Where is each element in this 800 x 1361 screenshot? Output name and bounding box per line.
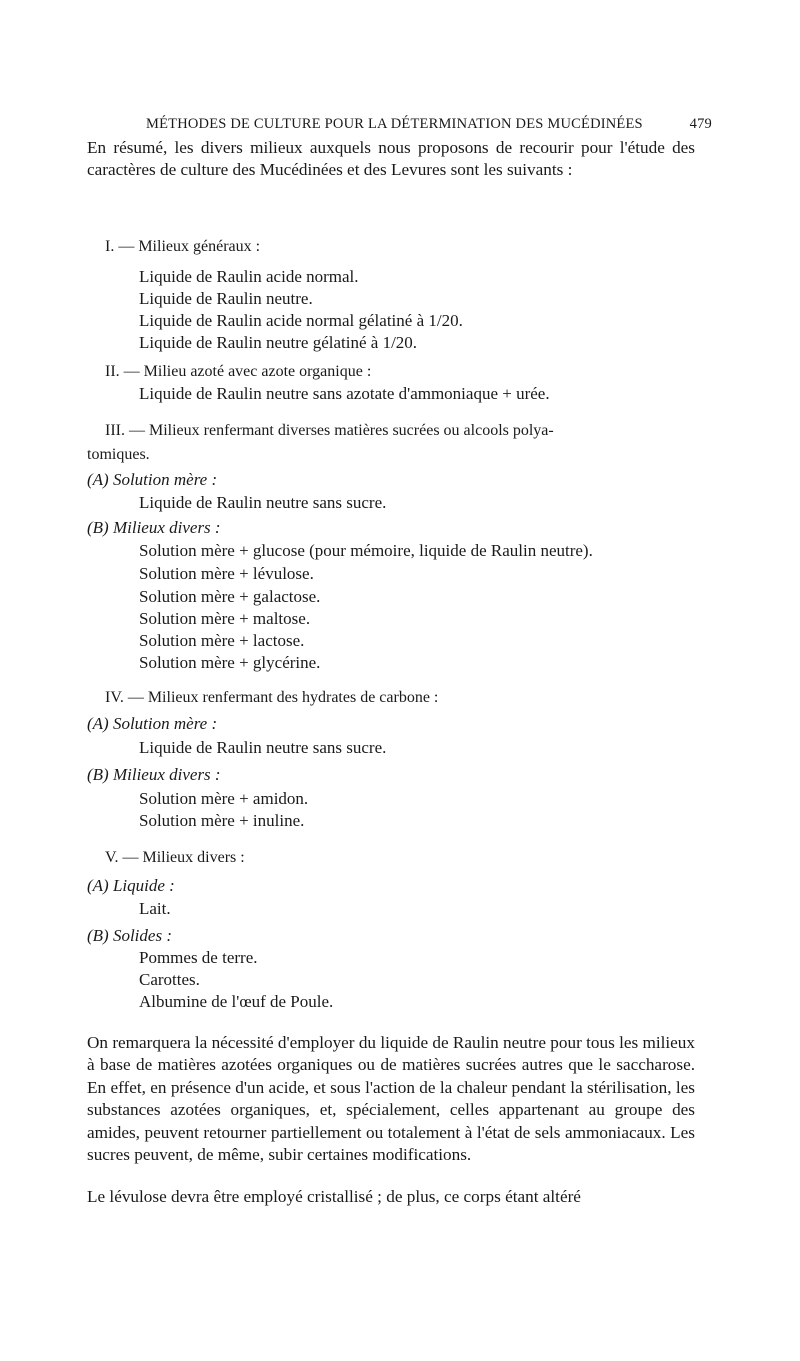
subsection-a-label: (A) Solution mère : bbox=[87, 714, 218, 733]
list-item: Liquide de Raulin acide normal. bbox=[139, 267, 359, 286]
list-item: Carottes. bbox=[139, 970, 200, 989]
list-item: Solution mère + inuline. bbox=[139, 811, 305, 830]
list-item: Liquide de Raulin neutre sans sucre. bbox=[139, 493, 387, 512]
list-item: Solution mère + lévulose. bbox=[139, 564, 314, 583]
section-4-heading: IV. — Milieux renfermant des hydrates de carbone : bbox=[105, 689, 439, 706]
final-line: Le lévulose devra être employé cristallisé ; de plus, ce corps étant altéré bbox=[87, 1187, 581, 1206]
subsection-b-label: (B) Solides : bbox=[87, 926, 172, 945]
page-number: 479 bbox=[689, 116, 712, 132]
section-5-heading: V. — Milieux divers : bbox=[105, 849, 245, 866]
list-item: Solution mère + lactose. bbox=[139, 631, 305, 650]
list-item: Albumine de l'œuf de Poule. bbox=[139, 992, 334, 1011]
section-1-heading: I. — Milieux généraux : bbox=[105, 238, 261, 255]
section-2-heading: II. — Milieu azoté avec azote organique : bbox=[105, 363, 372, 380]
list-item: Pommes de terre. bbox=[139, 948, 258, 967]
section-3-heading: III. — Milieux renfermant diverses matières sucrées ou alcools polya- bbox=[105, 422, 554, 439]
closing-paragraph: On remarquera la nécessité d'employer du liquide de Raulin neutre pour tous les milieux à base de matières azotées organiques ou de matières sucrées autres que le saccharose. En effet, en présence d'un acide, et sous l'action de la chaleur pendant la stérilisation, les substances azotées organiques, et, spécialement, celles appartenant au groupe des amides, peuvent retourner partiellement ou totalement à l'état de sels ammoniacaux. Les sucres peuvent, de même, subir certaines modifications. bbox=[87, 1033, 695, 1165]
subsection-b-label: (B) Milieux divers : bbox=[87, 518, 221, 537]
list-item: Liquide de Raulin acide normal gélatiné à 1/20. bbox=[139, 311, 463, 330]
list-item: Solution mère + glycérine. bbox=[139, 653, 321, 672]
intro-paragraph: En résumé, les divers milieux auxquels nous proposons de recourir pour l'étude des caractères de culture des Mucédinées et des Levures sont les suivants : bbox=[87, 138, 695, 180]
list-item: Liquide de Raulin neutre. bbox=[139, 289, 313, 308]
list-item: Solution mère + galactose. bbox=[139, 587, 321, 606]
subsection-a-label: (A) Solution mère : bbox=[87, 470, 218, 489]
list-item: Solution mère + glucose (pour mémoire, liquide de Raulin neutre). bbox=[139, 541, 593, 560]
section-3-heading-cont: tomiques. bbox=[87, 446, 150, 463]
list-item: Liquide de Raulin neutre gélatiné à 1/20. bbox=[139, 333, 418, 352]
subsection-a-label: (A) Liquide : bbox=[87, 876, 175, 895]
running-title: MÉTHODES DE CULTURE POUR LA DÉTERMINATION DES MUCÉDINÉES bbox=[146, 116, 643, 132]
list-item: Solution mère + maltose. bbox=[139, 609, 311, 628]
list-item: Lait. bbox=[139, 899, 171, 918]
list-item: Solution mère + amidon. bbox=[139, 789, 309, 808]
subsection-b-label: (B) Milieux divers : bbox=[87, 765, 221, 784]
list-item: Liquide de Raulin neutre sans sucre. bbox=[139, 738, 387, 757]
list-item: Liquide de Raulin neutre sans azotate d'ammoniaque + urée. bbox=[139, 384, 550, 403]
